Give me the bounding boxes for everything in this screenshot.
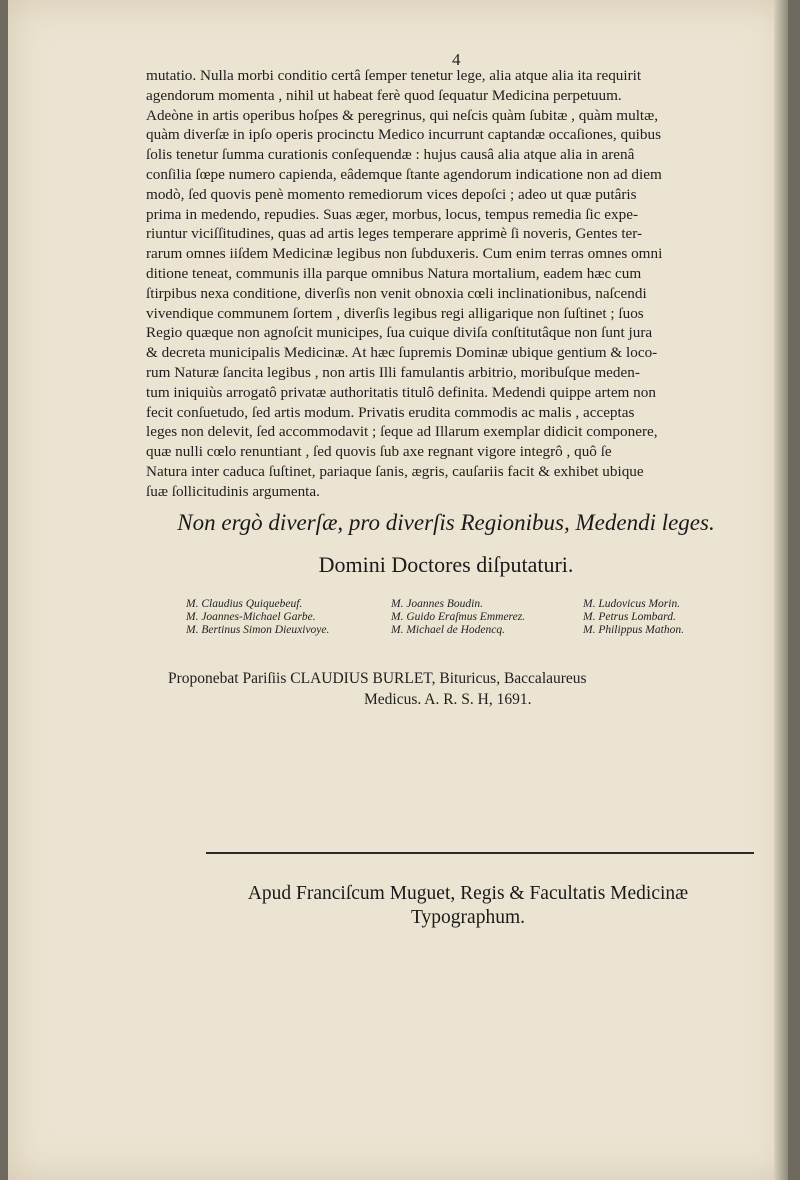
body-line: modò, ſed quovis penè momento remediorum vices depoſci ; adeo ut quæ putâris (146, 185, 637, 203)
page-edge (774, 0, 788, 1180)
document-page (8, 0, 788, 1180)
doctor-name: M. Claudius Quiquebeuf. (186, 598, 303, 610)
body-line: mutatio. Nulla morbi conditio certâ ſemper tenetur lege, alia atque alia ita requirit (146, 67, 642, 84)
body-line: Regio quæque non agnoſcit municipes, ſua cuique diviſa conſtitutâque non ſunt jura (146, 324, 653, 342)
doctor-name: M. Petrus Lombard. (583, 611, 676, 623)
doctors-list (186, 598, 746, 636)
body-line: riuntur viciſſitudines, quas ad artis leges temperare apprimè ſi noveris, Gentes ter- (146, 225, 643, 243)
body-line: Adeòne in artis operibus hoſpes & peregrinus, qui neſcis quàm ſubitæ , quàm multæ, (146, 106, 659, 124)
body-line: vivendique communem ſortem , diverſis legibus regi alligarique non ſuſtinet ; ſuos (146, 304, 644, 322)
body-line: ſtirpibus nexa conditione, diverſis non venit obnoxia cœli inclinationibus, naſcendi (146, 284, 647, 302)
body-line: conſilia ſœpe numero capienda, eâdemque ſtante agendorum indicatione non ad diem (146, 165, 662, 183)
divider-rule (206, 852, 754, 854)
body-line: agendorum momenta , nihil ut habeat ferè quod ſequatur Medicina perpetuum. (146, 86, 622, 104)
doctor-name: M. Joannes Boudin. (391, 598, 483, 610)
body-line: quàm diverſæ in ipſo operis procinctu Medico incurrunt captandæ occaſiones, quibus (146, 126, 661, 144)
body-line: ditione teneat, communis illa parque omnibus Natura mortalium, eadem hæc cum (146, 264, 642, 282)
proponent-date-line: Medicus. A. R. S. H, 1691. (364, 691, 532, 708)
doctor-name: M. Ludovicus Morin. (583, 598, 681, 610)
body-line: Natura inter caduca ſuſtinet, pariaque ſanis, ægris, cauſariis facit & exhibet ubique (146, 462, 644, 480)
doctor-name: M. Bertinus Simon Dieuxivoye. (186, 624, 330, 636)
body-line: fecit conſuetudo, ſed artis modum. Privatis erudita commodis ac malis , acceptas (146, 403, 635, 421)
body-line: leges non delevit, ſed accommodavit ; ſeque ad Illarum exemplar didicit componere, (146, 423, 658, 441)
body-line: quæ nulli cœlo renuntiant , ſed quovis ſub axe regnant vigore integrô , quô ſe (146, 443, 612, 461)
body-line: ſolis tenetur ſumma curationis conſequendæ : hujus causâ alia atque alia in arenâ (146, 146, 635, 164)
body-line: rum Naturæ ſancita legibus , non artis Illi famulantis arbitrio, moribuſque meden- (146, 363, 640, 381)
doctor-name: M. Guido Eraſmus Emmerez. (391, 611, 526, 623)
body-line: tum iniquiùs arrogatô privatæ authoritatis titulô definita. Medendi quippe artem non (146, 383, 656, 401)
printer-imprint (158, 882, 778, 930)
proponent-line: Proponebat Pariſiis CLAUDIUS BURLET, Bituricus, Baccalaureus (168, 670, 587, 687)
imprint-line: Apud Franciſcum Muguet, Regis & Facultatis Medicinæ (247, 883, 689, 904)
body-line: prima in medendo, repudies. Suas æger, morbus, locus, tempus remedia ſic expe- (146, 205, 639, 223)
body-line: & decreta municipalis Medicinæ. At hæc ſupremis Dominæ ubique gentium & loco- (146, 344, 658, 362)
body-paragraph (146, 66, 772, 502)
proponent-statement (168, 668, 758, 710)
thesis-statement: Non ergò diverſæ, pro diverſis Regionibus, Medendi leges. (177, 510, 715, 535)
doctor-name: M. Philippus Mathon. (583, 624, 684, 636)
body-line: ſuæ ſollicitudinis argumenta. (146, 482, 320, 500)
doctors-heading: Domini Doctores diſputaturi. (318, 552, 574, 577)
body-line: rarum omnes iiſdem Medicinæ legibus non ſubduxeris. Cum enim terras omnes omni (146, 245, 663, 263)
doctor-name: M. Joannes-Michael Garbe. (186, 611, 316, 623)
doctor-name: M. Michael de Hodencq. (391, 624, 506, 636)
imprint-line: Typographum. (411, 907, 525, 928)
page-number: 4 (452, 50, 461, 69)
